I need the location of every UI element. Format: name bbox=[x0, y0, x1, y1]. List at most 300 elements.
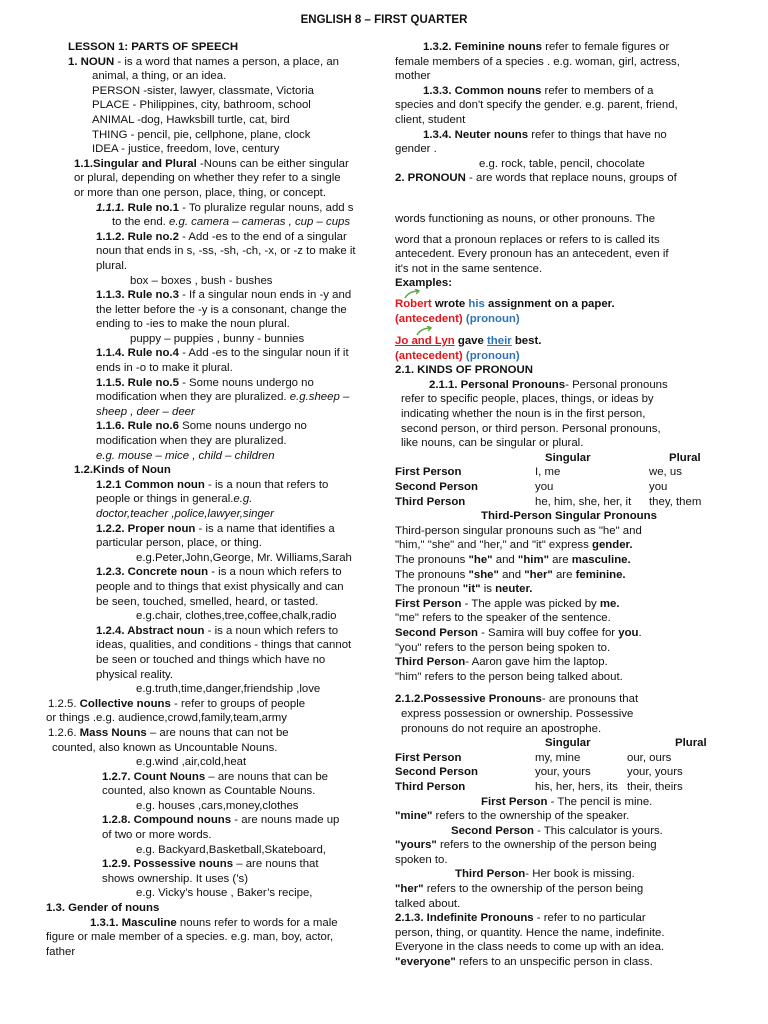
text-run: PERSON -sister, lawyer, classmate, Victoria bbox=[92, 84, 314, 97]
text-run: Everyone in the class needs to come up with an idea. bbox=[395, 941, 665, 954]
text-run: are bbox=[548, 554, 572, 566]
text-run: talked about. bbox=[395, 897, 461, 910]
text-run: 1.1.3. Rule no.3 bbox=[96, 289, 179, 302]
table-cell: Plural bbox=[675, 737, 707, 750]
text-run: - Aaron gave him the laptop. bbox=[465, 656, 608, 669]
text-run: e.g.chair, clothes,tree,coffee,chalk,radio bbox=[136, 610, 337, 623]
text-run: - is a noun that refers to bbox=[204, 478, 329, 491]
text-line bbox=[40, 405, 385, 420]
table-cell: Second Person bbox=[395, 766, 478, 779]
text-run: antecedent. Every pronoun has an antecedent, even if bbox=[395, 248, 669, 261]
text-run: - is a name that identifies a bbox=[195, 522, 335, 535]
text-run: Jo and Lyn bbox=[395, 335, 455, 348]
text-line bbox=[40, 244, 385, 259]
text-run: indicating whether the noun is in the first person, bbox=[401, 408, 646, 421]
table-cell: our, ours bbox=[627, 751, 672, 764]
text-run: The pronouns bbox=[395, 554, 469, 566]
text-run: The pronoun bbox=[395, 583, 463, 596]
text-line bbox=[40, 755, 385, 770]
text-run: it's not in the same sentence. bbox=[395, 262, 543, 275]
text-run: pronouns do not require an apostrophe. bbox=[401, 722, 602, 735]
text-line bbox=[395, 853, 740, 868]
text-line bbox=[40, 653, 385, 668]
text-line bbox=[40, 609, 385, 624]
text-run: species and don't specify the gender. e.g. parent, friend, bbox=[395, 99, 678, 112]
text-run: to the end. bbox=[112, 216, 169, 229]
text-run: Some nouns undergo no bbox=[178, 420, 307, 433]
table-cell bbox=[395, 736, 535, 751]
text-run: e.g. houses ,cars,money,clothes bbox=[136, 799, 299, 812]
text-run: e.g. rock, table, pencil, chocolate bbox=[479, 157, 645, 170]
text-run: – are nouns that bbox=[233, 858, 319, 871]
text-run: or more than one person, place, thing, or concept. bbox=[74, 186, 327, 199]
text-line bbox=[40, 186, 385, 201]
text-line bbox=[40, 828, 385, 843]
text-run: shows ownership. It uses (’s) bbox=[102, 872, 249, 885]
text-run: 1.2.6. bbox=[48, 726, 80, 739]
text-run: 1.1.2. Rule no.2 bbox=[96, 230, 179, 243]
text-run: -Nouns can be either singular bbox=[196, 157, 349, 170]
text-run: The pronouns bbox=[395, 568, 469, 581]
text-line bbox=[395, 824, 740, 839]
table-cell: Plural bbox=[669, 451, 701, 464]
text-run: "him," "she" and "her," and "it" express bbox=[395, 539, 592, 552]
text-line bbox=[40, 930, 385, 945]
text-run: First Person bbox=[395, 597, 462, 610]
text-line bbox=[40, 171, 385, 186]
text-run: "her" bbox=[395, 883, 424, 896]
text-run: and bbox=[492, 554, 518, 566]
text-run: refers to an unspecific person in class. bbox=[455, 956, 653, 969]
text-line bbox=[395, 312, 740, 327]
text-run: of two or more words. bbox=[102, 829, 212, 842]
text-run: 1.2.7. Count Nouns bbox=[102, 770, 206, 783]
text-line bbox=[395, 233, 740, 248]
text-run: counted, also known as Countable Nouns. bbox=[102, 785, 316, 798]
pronoun-table-row bbox=[395, 495, 740, 510]
text-run: his bbox=[468, 297, 485, 310]
text-line bbox=[395, 84, 740, 99]
text-run: refer to specific people, places, things, or ideas by bbox=[401, 393, 654, 406]
text-run: ending to -ies to make the noun plural. bbox=[96, 318, 290, 331]
text-run: be seen or touched and things which have no bbox=[96, 653, 326, 666]
text-line bbox=[395, 926, 740, 941]
text-run: refer to things that have no bbox=[528, 128, 667, 141]
text-run: e.g.truth,time,danger,friendship ,love bbox=[136, 683, 321, 696]
text-line bbox=[395, 553, 740, 568]
text-line bbox=[395, 795, 740, 810]
text-run: - refer to no particular bbox=[533, 912, 646, 925]
pronoun-table-row bbox=[395, 736, 740, 751]
text-run: 1.3.3. Common nouns bbox=[423, 84, 542, 97]
text-line bbox=[395, 392, 740, 407]
text-run: people or things in general. bbox=[96, 493, 234, 506]
text-run: father bbox=[46, 945, 76, 958]
text-run: NOUN bbox=[80, 55, 115, 68]
pronoun-table-row bbox=[395, 765, 740, 780]
text-line bbox=[40, 419, 385, 434]
text-line bbox=[395, 838, 740, 853]
text-line bbox=[395, 422, 740, 437]
text-line bbox=[40, 142, 385, 157]
text-run: IDEA - justice, freedom, love, century bbox=[92, 143, 280, 156]
text-line bbox=[40, 857, 385, 872]
text-run: or plural, depending on whether they refer to a single bbox=[74, 172, 341, 185]
text-line bbox=[40, 624, 385, 639]
table-cell: your, yours bbox=[627, 766, 683, 779]
table-cell: his, her, hers, its bbox=[535, 780, 618, 793]
table-cell: they, them bbox=[649, 495, 702, 508]
text-run: feminine. bbox=[575, 568, 626, 581]
text-line bbox=[395, 171, 740, 186]
text-run: 1.2.Kinds of Noun bbox=[74, 464, 171, 477]
text-line bbox=[40, 230, 385, 245]
text-line bbox=[395, 98, 740, 113]
text-run: noun that ends in s, -ss, -sh, -ch, -x, or -z to make it bbox=[96, 245, 356, 258]
text-run: are bbox=[552, 568, 576, 581]
text-line bbox=[395, 940, 740, 955]
text-line bbox=[395, 597, 740, 612]
text-run: assignment on a paper. bbox=[484, 297, 615, 310]
text-run: - Samira will buy coffee for bbox=[477, 626, 619, 639]
text-run: counted, also known as Uncountable Nouns. bbox=[52, 741, 278, 754]
text-run: e.g.wind ,air,cold,heat bbox=[136, 756, 247, 769]
text-run: (pronoun) bbox=[465, 312, 520, 325]
text-run: - The pencil is mine. bbox=[547, 795, 653, 808]
text-run: e.g. Vicky’s house , Baker’s recipe, bbox=[136, 887, 313, 900]
text-line bbox=[40, 113, 385, 128]
text-run: or things .e.g. audience,crowd,family,team,army bbox=[46, 712, 287, 725]
text-line bbox=[40, 916, 385, 931]
table-cell: my, mine bbox=[535, 751, 581, 764]
text-line bbox=[40, 55, 385, 70]
text-line bbox=[40, 886, 385, 901]
pronoun-table-row bbox=[395, 451, 740, 466]
text-line bbox=[395, 436, 740, 451]
text-line bbox=[40, 813, 385, 828]
text-run: Second Person bbox=[451, 824, 534, 837]
text-line bbox=[395, 297, 740, 312]
text-run: 1.2.5. bbox=[48, 697, 80, 710]
text-line bbox=[395, 692, 740, 707]
text-line bbox=[395, 142, 740, 157]
text-run: - Personal pronouns bbox=[565, 378, 668, 391]
text-line bbox=[395, 897, 740, 912]
text-line bbox=[40, 799, 385, 814]
text-run: is bbox=[480, 583, 496, 596]
text-run: Collective nouns bbox=[79, 697, 171, 710]
left-column bbox=[40, 40, 385, 959]
text-line bbox=[395, 626, 740, 641]
text-run: doctor,teacher ,police,lawyer,singer bbox=[96, 508, 274, 520]
text-line bbox=[40, 434, 385, 449]
text-line bbox=[395, 955, 740, 970]
table-cell: Third Person bbox=[395, 780, 466, 793]
right-column bbox=[395, 40, 740, 970]
text-run: person, thing, or quantity. Hence the name, indefinite. bbox=[395, 926, 665, 939]
text-line bbox=[395, 882, 740, 897]
table-cell: he, him, she, her, it bbox=[535, 495, 632, 508]
text-line bbox=[395, 670, 740, 685]
text-run: - This calculator is yours. bbox=[533, 824, 663, 837]
text-run: physical reality. bbox=[96, 668, 174, 681]
text-run: gender. bbox=[591, 539, 633, 552]
text-run: - The apple was picked by bbox=[461, 597, 600, 610]
pronoun-table-row bbox=[395, 480, 740, 495]
spacer bbox=[395, 186, 740, 212]
text-run: refers to the ownership of the person being bbox=[436, 839, 657, 852]
text-run: "mine" bbox=[395, 810, 433, 823]
text-line bbox=[40, 945, 385, 960]
text-run: Third-person singular pronouns such as "he" and bbox=[395, 524, 642, 537]
text-run: - To pluralize regular nouns, add s bbox=[178, 201, 354, 214]
text-run: ends in -o to make it plural. bbox=[96, 362, 233, 375]
text-run: - are words that replace nouns, groups of bbox=[465, 172, 677, 185]
text-run: best. bbox=[511, 335, 542, 348]
text-run: 1.2.3. Concrete noun bbox=[96, 566, 209, 579]
text-line bbox=[395, 809, 740, 824]
text-run: – are nouns that can be bbox=[205, 770, 329, 783]
text-line bbox=[395, 722, 740, 737]
text-run: Mass Nouns bbox=[79, 726, 147, 739]
text-run: modification when they are pluralized. bbox=[96, 435, 287, 448]
text-run: 1.3.2. Feminine nouns bbox=[423, 41, 542, 53]
table-cell: Second Person bbox=[395, 481, 478, 494]
text-run: First Person bbox=[481, 795, 548, 808]
table-cell: their, theirs bbox=[627, 780, 683, 793]
text-line bbox=[40, 492, 385, 507]
antecedent-arrow-icon bbox=[403, 289, 421, 299]
text-line bbox=[395, 128, 740, 143]
text-run: gender . bbox=[395, 143, 437, 156]
text-line bbox=[40, 697, 385, 712]
text-line bbox=[40, 317, 385, 332]
text-run: mother bbox=[395, 70, 431, 83]
text-line bbox=[395, 524, 740, 539]
text-run: "it" bbox=[462, 583, 481, 596]
text-line bbox=[395, 349, 740, 364]
text-line bbox=[395, 113, 740, 128]
text-line bbox=[40, 784, 385, 799]
text-run: e.g. camera – cameras , cup – cups bbox=[169, 216, 351, 229]
text-run: "me" refers to the speaker of the sentence. bbox=[395, 612, 611, 625]
text-run: Second Person bbox=[395, 626, 478, 639]
text-run: figure or male member of a species. e.g. man, boy, actor, bbox=[46, 931, 334, 944]
text-line bbox=[40, 259, 385, 274]
text-run: words functioning as nouns, or other pronouns. The bbox=[395, 212, 656, 225]
text-run: 1.2.4. Abstract noun bbox=[96, 624, 205, 637]
text-line bbox=[395, 247, 740, 262]
text-line bbox=[40, 463, 385, 478]
text-line bbox=[395, 538, 740, 553]
text-line bbox=[395, 55, 740, 70]
text-line bbox=[395, 911, 740, 926]
text-line bbox=[40, 478, 385, 493]
text-line bbox=[395, 262, 740, 277]
text-run: THING - pencil, pie, cellphone, plane, clock bbox=[92, 128, 311, 141]
text-line bbox=[40, 98, 385, 113]
text-run: 1.1.Singular and Plural bbox=[74, 157, 197, 170]
text-run: 2. PRONOUN bbox=[395, 172, 466, 185]
text-run: - Some nouns undergo no bbox=[178, 376, 314, 389]
text-run: Third Person bbox=[395, 656, 466, 669]
text-run: 2.1.1. Personal Pronouns bbox=[429, 378, 566, 391]
text-run: masculine. bbox=[571, 554, 631, 566]
text-run: gave bbox=[454, 335, 487, 348]
text-run: be seen, touched, smelled, heard, or tasted. bbox=[96, 595, 319, 608]
text-line bbox=[40, 668, 385, 683]
text-run: - If a singular noun ends in -y and bbox=[178, 289, 352, 302]
text-run: modification when they are pluralized. bbox=[96, 391, 290, 404]
text-run: - Her book is missing. bbox=[525, 868, 635, 881]
text-line bbox=[40, 595, 385, 610]
text-line bbox=[395, 378, 740, 393]
text-line bbox=[40, 682, 385, 697]
text-line bbox=[395, 407, 740, 422]
table-cell bbox=[395, 451, 535, 466]
text-run: - is a word that names a person, a place, an bbox=[114, 55, 339, 68]
text-line bbox=[395, 69, 740, 84]
text-line bbox=[40, 40, 385, 55]
text-line bbox=[40, 376, 385, 391]
text-line bbox=[40, 274, 385, 289]
text-run: . bbox=[638, 626, 642, 639]
text-run: wrote bbox=[431, 297, 469, 310]
text-run: 1.1.1. bbox=[96, 201, 125, 214]
text-run: refers to the ownership of the speaker. bbox=[432, 810, 630, 823]
text-run: (antecedent) bbox=[395, 349, 463, 362]
text-line bbox=[395, 212, 740, 227]
text-run: e.g.Peter,John,George, Mr. Williams,Sarah bbox=[136, 551, 352, 564]
text-run: e.g.sheep – bbox=[289, 391, 350, 404]
text-line bbox=[40, 128, 385, 143]
text-run: "everyone" bbox=[395, 956, 456, 969]
text-run: like nouns, can be singular or plural. bbox=[401, 437, 584, 450]
text-line bbox=[395, 276, 740, 291]
text-run: Robert bbox=[395, 297, 432, 310]
text-run: refer to members of a bbox=[541, 84, 654, 97]
text-run: "him" refers to the person being talked about. bbox=[395, 670, 623, 683]
text-run: neuter. bbox=[495, 583, 533, 596]
pronoun-table-row bbox=[395, 751, 740, 766]
text-run: you bbox=[618, 626, 639, 639]
text-run: the letter before the -y is a consonant, change the bbox=[96, 303, 347, 316]
text-run: second person, or third person. Personal pronouns, bbox=[401, 422, 661, 435]
text-run: "he" bbox=[468, 554, 493, 566]
text-run: - are nouns made up bbox=[231, 814, 340, 827]
text-run: 1. bbox=[68, 55, 81, 68]
text-line bbox=[40, 580, 385, 595]
text-line bbox=[40, 346, 385, 361]
text-line bbox=[40, 711, 385, 726]
text-run: - is a noun which refers to bbox=[208, 566, 342, 579]
text-run: – are nouns that can not be bbox=[146, 726, 289, 739]
text-line bbox=[395, 582, 740, 597]
text-run: Examples: bbox=[395, 277, 452, 290]
text-run: 1.2.8. Compound nouns bbox=[102, 814, 232, 827]
text-line bbox=[40, 84, 385, 99]
text-line bbox=[40, 215, 385, 230]
text-run: 1.3.4. Neuter nouns bbox=[423, 128, 529, 141]
text-run: 1.1.6. Rule no.6 bbox=[96, 420, 179, 433]
text-line bbox=[40, 522, 385, 537]
table-cell: you bbox=[649, 481, 668, 494]
text-line bbox=[395, 568, 740, 583]
text-run: 1.2.2. Proper noun bbox=[96, 522, 196, 535]
text-run: me. bbox=[599, 597, 620, 610]
table-cell: Singular bbox=[545, 737, 591, 750]
text-line bbox=[40, 332, 385, 347]
text-run: Third Person bbox=[455, 868, 526, 881]
spacer bbox=[395, 684, 740, 692]
text-run: female members of a species . e.g. woman, girl, actress, bbox=[395, 55, 680, 68]
text-run: 1.2.9. Possessive nouns bbox=[102, 858, 234, 871]
table-cell: Third Person bbox=[395, 495, 466, 508]
text-run: 1.3. Gender of nouns bbox=[46, 902, 160, 915]
text-line bbox=[40, 843, 385, 858]
text-line bbox=[40, 565, 385, 580]
table-cell: First Person bbox=[395, 751, 462, 764]
text-line bbox=[40, 551, 385, 566]
text-run: spoken to. bbox=[395, 853, 448, 866]
text-run: plural. bbox=[96, 259, 128, 272]
text-line bbox=[40, 536, 385, 551]
text-line bbox=[40, 507, 385, 522]
text-run: e.g. Backyard,Basketball,Skateboard, bbox=[136, 843, 326, 856]
text-run: sheep , deer – deer bbox=[96, 405, 195, 418]
text-run: - Add -es to the singular noun if it bbox=[178, 347, 349, 360]
text-run: 1.3.1. Masculine bbox=[90, 916, 177, 929]
text-run: 2.1.2.Possessive Pronouns bbox=[395, 693, 542, 706]
text-line bbox=[395, 157, 740, 172]
text-run: their bbox=[487, 335, 512, 348]
text-line bbox=[40, 361, 385, 376]
text-run: ANIMAL -dog, Hawksbill turtle, cat, bird bbox=[92, 113, 290, 126]
text-run: refers to the ownership of the person being bbox=[423, 883, 644, 896]
text-run: e.g. mouse – mice , child – children bbox=[96, 449, 275, 462]
text-run: 1.1.4. Rule no.4 bbox=[96, 347, 179, 360]
text-line bbox=[40, 726, 385, 741]
table-cell: your, yours bbox=[535, 766, 591, 779]
text-run: - Add -es to the end of a singular bbox=[178, 230, 347, 243]
text-run: particular person, place, or thing. bbox=[96, 537, 262, 550]
table-cell: Singular bbox=[545, 451, 591, 464]
text-run: "yours" bbox=[395, 839, 437, 852]
text-run: 1.2.1 Common noun bbox=[96, 478, 205, 491]
pronoun-table-row bbox=[395, 780, 740, 795]
text-run: 1.1.5. Rule no.5 bbox=[96, 376, 179, 389]
antecedent-arrow-icon bbox=[415, 326, 433, 336]
text-run: "her" bbox=[524, 568, 553, 581]
text-line bbox=[395, 611, 740, 626]
text-run: "she" bbox=[468, 568, 499, 581]
text-run: e.g. bbox=[233, 493, 253, 506]
text-run: express possession or ownership. Possessive bbox=[401, 707, 634, 720]
text-line bbox=[40, 638, 385, 653]
text-run: Third-Person Singular Pronouns bbox=[481, 510, 657, 523]
text-run: refer to female figures or bbox=[542, 41, 670, 53]
text-line bbox=[395, 334, 740, 349]
text-line bbox=[395, 641, 740, 656]
page-title: ENGLISH 8 – FIRST QUARTER bbox=[300, 14, 468, 26]
text-line bbox=[395, 867, 740, 882]
text-line bbox=[40, 303, 385, 318]
text-run: PLACE - Philippines, city, bathroom, school bbox=[92, 99, 311, 112]
text-line bbox=[395, 40, 740, 55]
text-run: LESSON 1: PARTS OF SPEECH bbox=[68, 41, 239, 53]
text-line bbox=[395, 655, 740, 670]
text-run: (antecedent) bbox=[395, 312, 463, 325]
